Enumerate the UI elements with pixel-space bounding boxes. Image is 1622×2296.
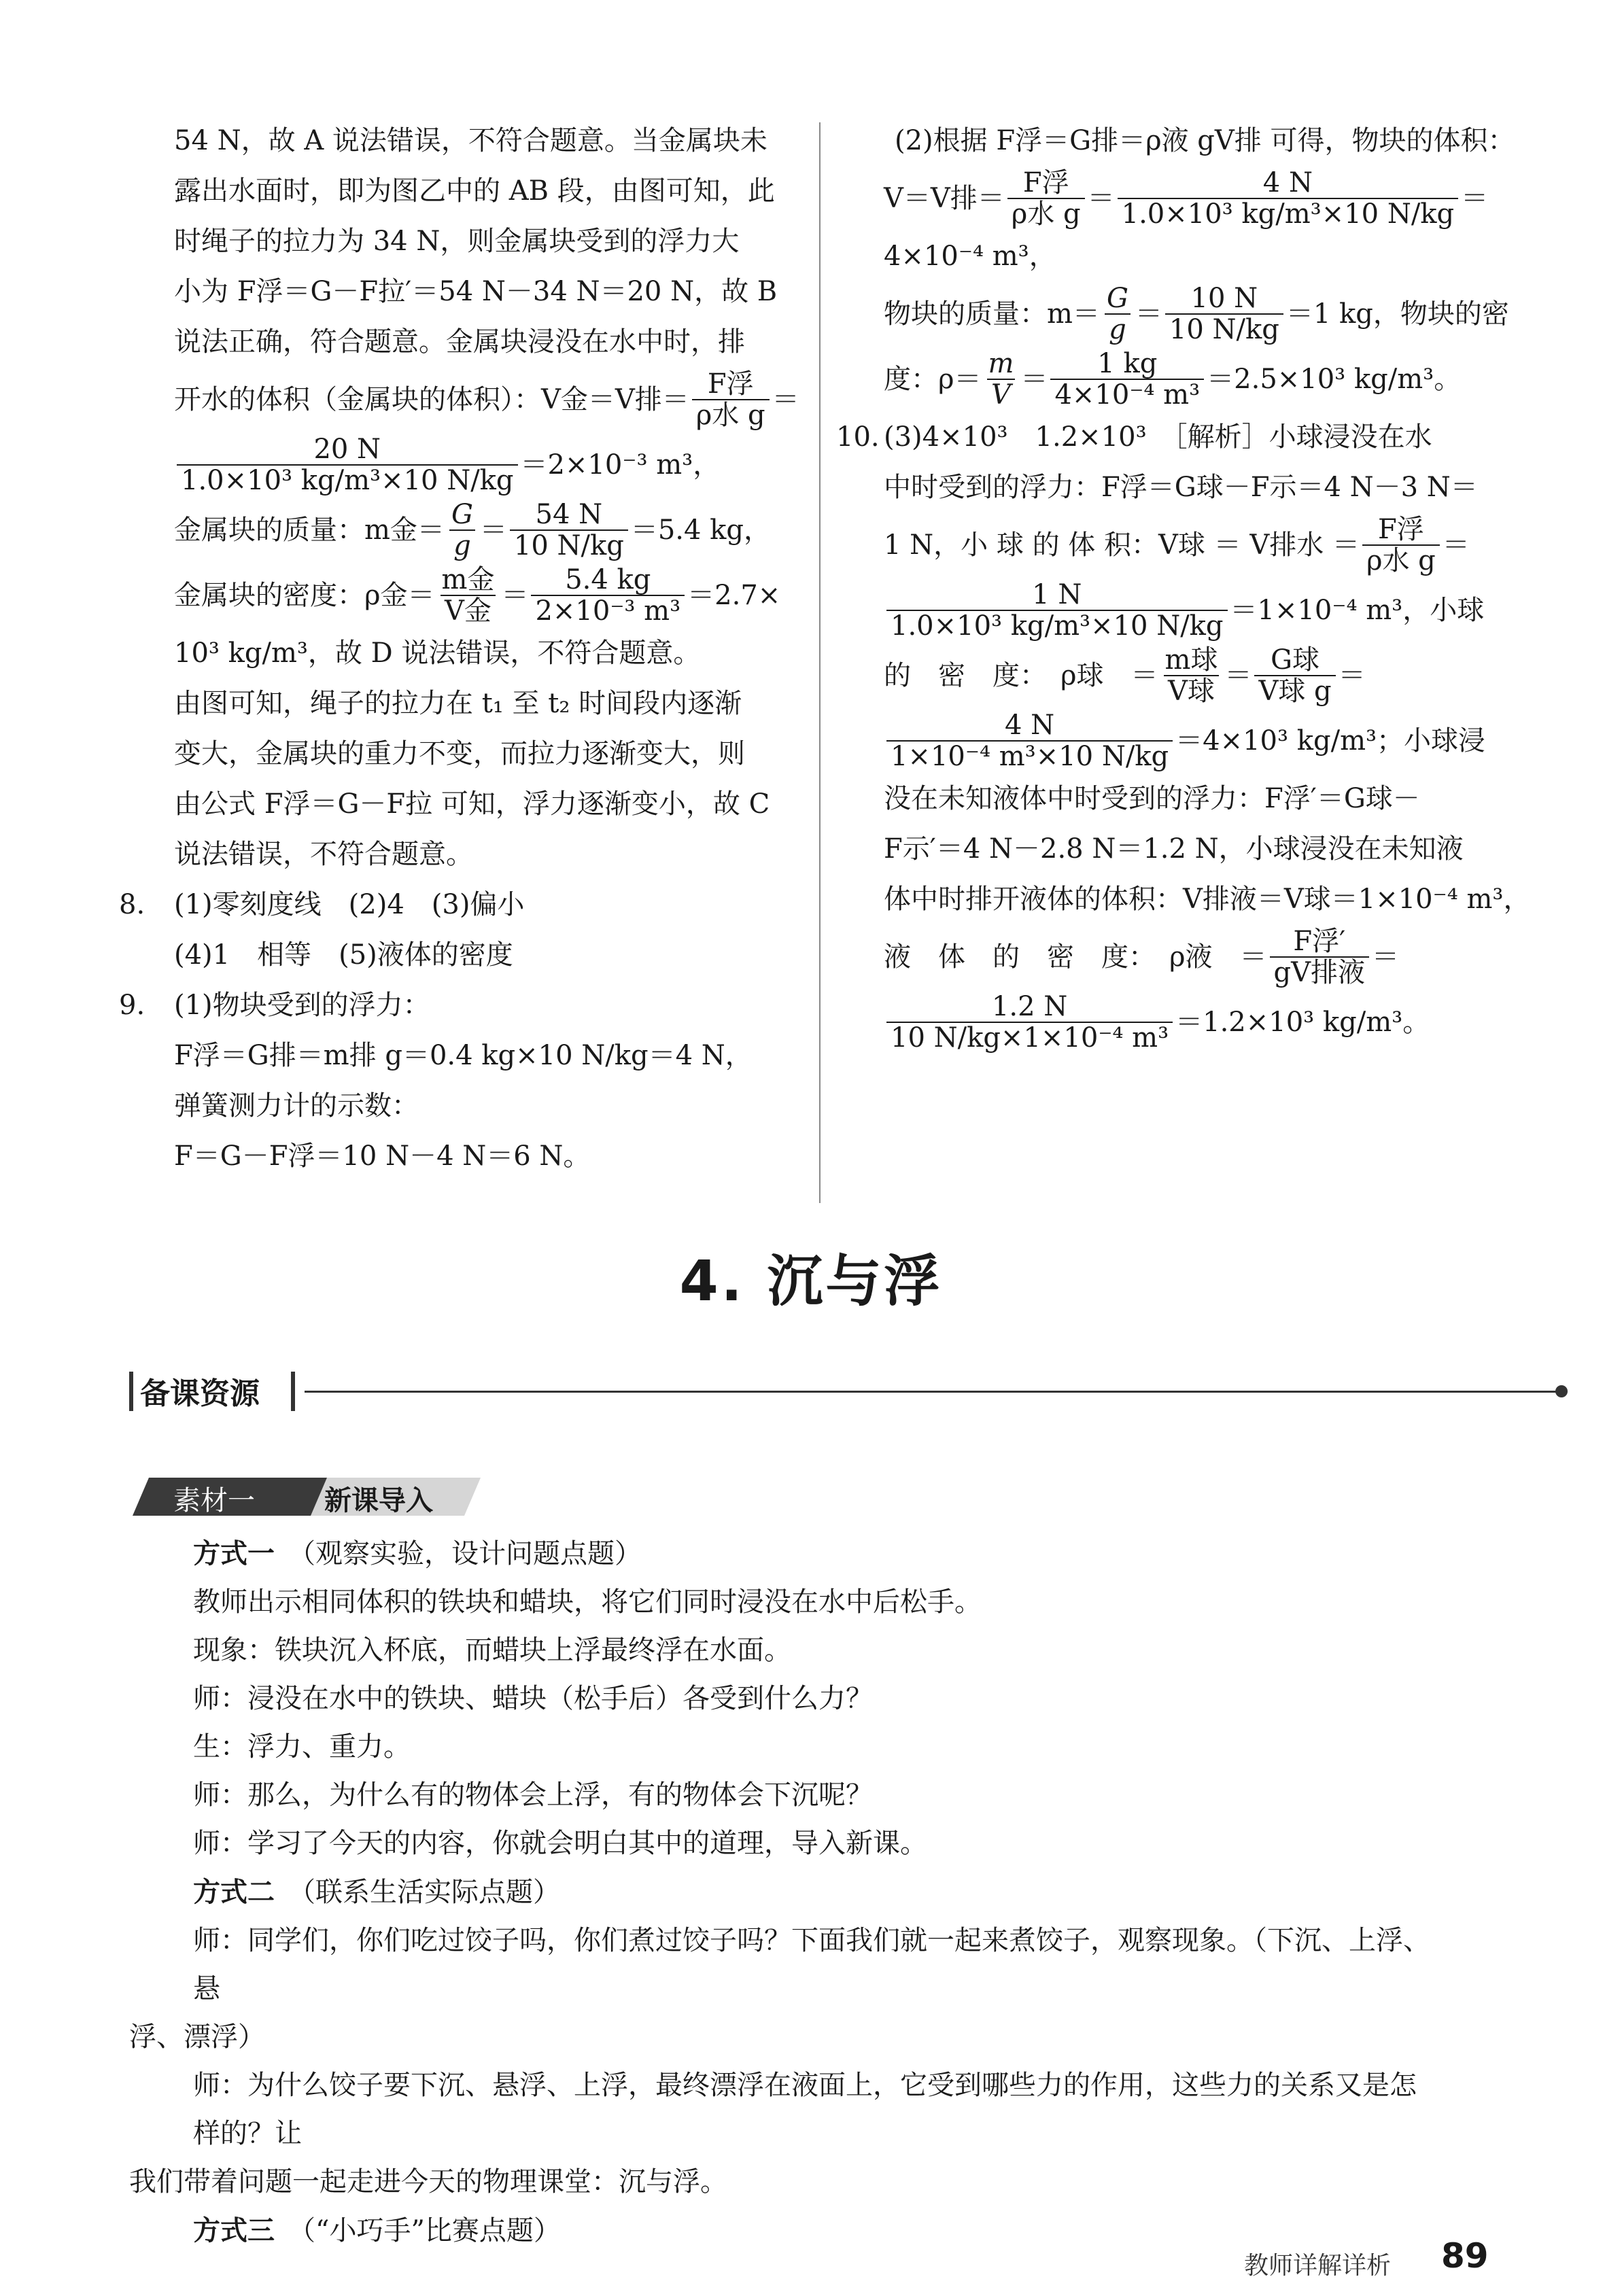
fraction [438, 565, 499, 626]
paragraph: 师：那么，为什么有的物体会上浮，有的物体会下沉呢？ [193, 1779, 873, 1811]
text-segment: ＝1×10⁻⁴ m³，小球 [1230, 595, 1485, 626]
header-rule [305, 1391, 1562, 1393]
formula-line [884, 708, 1502, 773]
text-line: 中时受到的浮力：F浮＝G球－F示＝4 N－3 N＝ [884, 472, 1478, 503]
formula-line [163, 498, 795, 563]
text-segment: 1 N，小 球 的 体 积：V球 ＝ V排水 ＝ [884, 529, 1360, 561]
header-bar [129, 1372, 133, 1411]
denominator: g [449, 529, 475, 561]
numerator: 54 N [535, 499, 603, 530]
method-subtitle: （“小巧手”比赛点题） [302, 2215, 561, 2246]
text-line: 由公式 F浮＝G－F拉 可知，浮力逐渐变小，故 C [174, 788, 770, 820]
numerator: G球 [1271, 644, 1320, 676]
formula-line [884, 281, 1509, 347]
left-column [119, 116, 799, 1181]
text-segment: ＝ [1087, 183, 1115, 214]
text-segment: ＝4×10³ kg/m³；小球浸 [1175, 725, 1486, 756]
material-tag: 素材一 [173, 1485, 255, 1516]
method-heading [129, 1868, 1441, 1917]
method-label: 方式二 [193, 1876, 275, 1908]
text-segment: (3)4×10³ 1.2×10³ ［解析］小球浸没在水 [884, 421, 1432, 453]
text-line: F浮＝G排＝m排 g＝0.4 kg×10 N/kg＝4 N， [174, 1040, 753, 1071]
numerator: 4 N [1004, 710, 1055, 741]
formula-line [884, 512, 1502, 578]
answer-9 [119, 980, 795, 1030]
denominator: 10 N/kg [510, 529, 628, 561]
text-line: 10³ kg/m³，故 D 说法错误，不符合题意。 [174, 638, 701, 669]
denominator: 1.0×10³ kg/m³×10 N/kg [1118, 198, 1459, 229]
paragraph: 我们带着问题一起走进今天的物理课堂：沉与浮。 [129, 2166, 727, 2197]
text-segment: ＝1 kg，物块的密 [1285, 298, 1509, 330]
numerator: F浮′ [1293, 926, 1346, 957]
method-label: 方式三 [193, 2214, 275, 2246]
denominator: g [1105, 313, 1131, 345]
denominator: V金 [441, 595, 496, 626]
numerator: 1 kg [1097, 348, 1158, 379]
text-segment: V＝V排＝ [884, 183, 1005, 214]
question-number: 8. [119, 889, 145, 920]
numerator: F浮 [1377, 514, 1424, 545]
fraction [1161, 645, 1222, 706]
paragraph: 师：同学们，你们吃过饺子吗，你们煮过饺子吗？下面我们就一起来煮饺子，观察现象。（下沉、上浮、悬 [193, 1925, 1430, 2004]
fraction [1050, 349, 1204, 410]
formula-line [163, 367, 799, 432]
section-header [129, 1366, 1441, 1414]
denominator: V [987, 379, 1015, 410]
formula-line [884, 924, 1502, 990]
numerator: 1.2 N [991, 991, 1068, 1022]
section-label: 备课资源 [140, 1376, 260, 1411]
numerator: 5.4 kg [565, 564, 651, 595]
fraction [1007, 168, 1085, 229]
question-number: 10. [836, 421, 880, 453]
text-line: 由图可知，绳子的拉力在 t₁ 至 t₂ 时间段内逐渐 [174, 688, 742, 719]
text-line: F＝G－F浮＝10 N－4 N＝6 N。 [174, 1141, 591, 1172]
fraction [1254, 645, 1335, 706]
fraction [1362, 515, 1440, 576]
denominator: 10 N/kg×1×10⁻⁴ m³ [886, 1022, 1173, 1053]
formula-line [163, 432, 795, 498]
numerator: 10 N [1190, 283, 1258, 314]
numerator: m金 [441, 564, 495, 595]
text-segment: ＝ [1338, 660, 1366, 691]
text-segment: ＝1.2×10³ kg/m³。 [1175, 1007, 1430, 1038]
fraction [447, 500, 477, 561]
numerator: m球 [1164, 644, 1218, 676]
header-bar [291, 1372, 295, 1411]
method-subtitle: （观察实验，设计问题点题） [302, 1538, 642, 1569]
paragraph: 师：浸没在水中的铁块、蜡块（松手后）各受到什么力？ [193, 1683, 873, 1714]
numerator: G [1106, 283, 1128, 314]
text-line: (2)根据 F浮＝G排＝ρ液 gV排 可得，物块的体积： [895, 125, 1515, 156]
numerator: 4 N [1262, 167, 1313, 198]
method-label: 方式一 [193, 1537, 275, 1569]
denominator: V球 g [1254, 675, 1335, 706]
footer-text: 教师详解详析 [1244, 2252, 1392, 2280]
fraction [692, 369, 770, 430]
denominator: V球 [1164, 675, 1219, 706]
text-segment: 开水的体积（金属块的体积）：V金＝V排＝ [174, 384, 689, 415]
denominator: 1.0×10³ kg/m³×10 N/kg [886, 610, 1228, 641]
paragraph: 生：浮力、重力。 [193, 1731, 411, 1762]
formula-line [884, 166, 1502, 231]
numerator: F浮 [707, 368, 754, 400]
fraction [177, 434, 518, 495]
text-segment: 的 密 度： ρ球 ＝ [884, 660, 1158, 691]
text-segment: ＝5.4 kg， [630, 515, 771, 546]
answer-10 [836, 412, 1502, 462]
lesson-body [129, 1529, 1441, 2255]
text-segment: ＝ [1135, 298, 1162, 330]
text-segment: 金属块的质量：m金＝ [174, 515, 445, 546]
material-banner [133, 1475, 486, 1517]
text-line: 说法正确，符合题意。金属块浸没在水中时，排 [174, 326, 745, 358]
text-line: 说法错误，不符合题意。 [174, 839, 473, 870]
fraction [510, 500, 628, 561]
answer-8 [119, 880, 795, 930]
numerator: 1 N [1032, 579, 1082, 610]
column-divider [819, 122, 821, 1203]
denominator: ρ水 g [1007, 198, 1085, 229]
text-segment: ＝2.7× [687, 580, 781, 611]
text-segment: ＝ [1020, 364, 1048, 395]
text-segment: ＝ [1461, 183, 1489, 214]
method-subtitle: （联系生活实际点题） [302, 1877, 560, 1908]
numerator: G [451, 499, 473, 530]
text-segment: ＝ [501, 580, 529, 611]
text-segment: ＝ [1372, 941, 1400, 973]
fraction [886, 710, 1173, 771]
text-segment: ＝ [1442, 529, 1470, 561]
material-title: 新课导入 [324, 1485, 433, 1516]
right-column [836, 116, 1531, 1055]
denominator: ρ水 g [1362, 544, 1440, 576]
denominator: 2×10⁻³ m³ [531, 595, 685, 626]
paragraph: 师：学习了今天的内容，你就会明白其中的道理，导入新课。 [193, 1828, 927, 1859]
text-line: 体中时排开液体的体积：V排液＝V球＝1×10⁻⁴ m³， [884, 884, 1531, 915]
paragraph: 师：为什么饺子要下沉、悬浮、上浮，最终漂浮在液面上，它受到哪些力的作用，这些力的关系又是怎样的？让 [193, 2070, 1417, 2149]
question-number: 9. [119, 990, 145, 1021]
text-segment: ＝ [479, 515, 507, 546]
text-segment: (1)零刻度线 (2)4 (3)偏小 [174, 889, 525, 920]
text-line: 时绳子的拉力为 34 N，则金属块受到的浮力大 [174, 226, 740, 257]
formula-line [163, 563, 795, 628]
paragraph: 浮、漂浮） [129, 2021, 265, 2053]
paragraph: 教师出示相同体积的铁块和蜡块，将它们同时浸没在水中后松手。 [193, 1586, 982, 1618]
fraction [1118, 168, 1459, 229]
formula-line [884, 990, 1502, 1055]
text-line: 露出水面时，即为图乙中的 AB 段，由图可知，此 [174, 175, 775, 207]
denominator: ρ水 g [692, 399, 770, 430]
denominator: 1.0×10³ kg/m³×10 N/kg [177, 464, 518, 495]
denominator: 1×10⁻⁴ m³×10 N/kg [886, 740, 1173, 771]
denominator: 10 N/kg [1165, 313, 1283, 345]
text-segment: 物块的质量：m＝ [884, 298, 1100, 330]
text-segment: 液 体 的 密 度： ρ液 ＝ [884, 941, 1267, 973]
text-segment: ＝2.5×10³ kg/m³。 [1207, 364, 1462, 395]
text-segment: (1)物块受到的浮力： [174, 990, 430, 1021]
text-line: 没在未知液体中时受到的浮力：F浮′＝G球－ [884, 783, 1420, 814]
fraction [531, 565, 685, 626]
text-segment: 度：ρ＝ [884, 364, 982, 395]
denominator: gV排液 [1270, 956, 1370, 988]
formula-line [884, 347, 1502, 412]
page-number: 89 [1441, 2236, 1489, 2276]
header-dot [1555, 1385, 1568, 1397]
text-segment: ＝ [772, 384, 799, 415]
text-line: 4×10⁻⁴ m³， [884, 241, 1056, 272]
text-line: 54 N，故 A 说法错误，不符合题意。当金属块未 [174, 125, 767, 156]
fraction [1103, 283, 1133, 345]
fraction [1270, 926, 1370, 988]
text-line: F示′＝4 N－2.8 N＝1.2 N，小球浸没在未知液 [884, 833, 1464, 865]
text-segment: 金属块的密度：ρ金＝ [174, 580, 435, 611]
formula-line [884, 643, 1502, 708]
paragraph: 现象：铁块沉入杯底，而蜡块上浮最终浮在水面。 [193, 1635, 791, 1666]
fraction [984, 349, 1018, 410]
fraction [886, 580, 1228, 641]
denominator: 4×10⁻⁴ m³ [1050, 379, 1204, 410]
text-segment: ＝2×10⁻³ m³， [520, 449, 721, 481]
formula-line [884, 578, 1502, 643]
method-heading [129, 1529, 1441, 1578]
section-title: 4. 沉与浮 [679, 1249, 943, 1314]
text-line: 变大，金属块的重力不变，而拉力逐渐变大，则 [174, 738, 745, 769]
text-line: 弹簧测力计的示数： [174, 1090, 419, 1121]
fraction [1165, 283, 1283, 345]
text-line: (4)1 相等 (5)液体的密度 [174, 939, 513, 971]
numerator: 20 N [313, 434, 381, 465]
fraction [886, 992, 1173, 1053]
numerator: m [988, 348, 1014, 379]
numerator: F浮 [1022, 167, 1069, 198]
text-line: 小为 F浮＝G－F拉′＝54 N－34 N＝20 N，故 B [174, 276, 778, 307]
text-segment: ＝ [1224, 660, 1252, 691]
